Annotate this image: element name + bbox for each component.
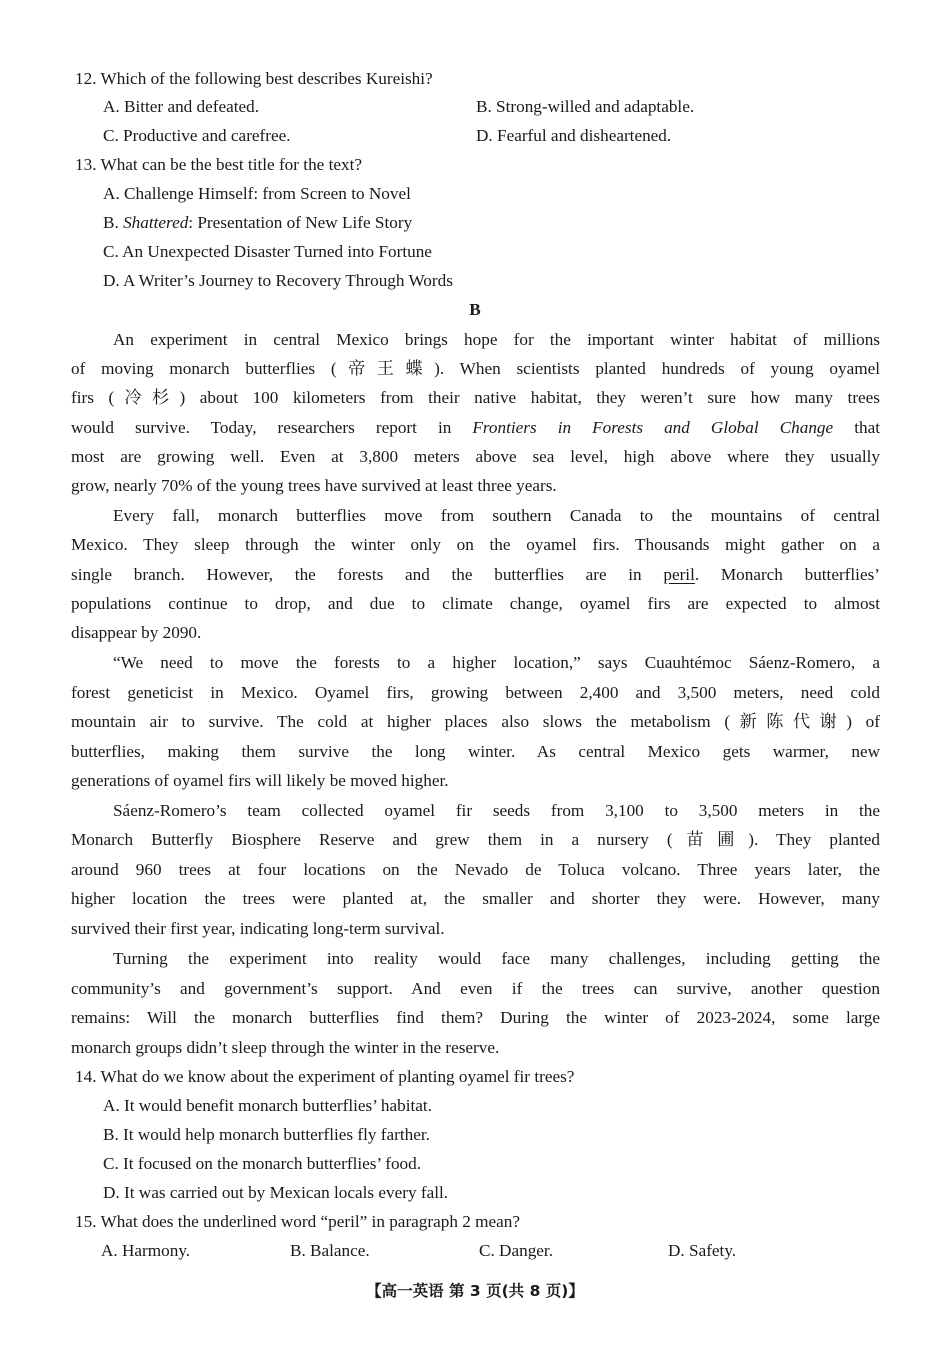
page-footer: 【高一英语 第 3 页(共 8 页)】 [366,1282,584,1300]
underlined-word-peril: peril [663,565,695,584]
q13-option-b-italic: Shattered [123,213,189,232]
p3-line1: “We need to move the forests to a higher location,” says Cuauhtémoc Sáenz-Romero, a [113,653,880,672]
p5-line2: community’s and government’s support. And even if the trees can survive, another question [71,979,880,998]
q15-option-b: B. Balance. [290,1241,370,1260]
q15-options [101,1241,857,1261]
q12-option-d: D. Fearful and disheartened. [476,126,672,145]
p2-line3-a: single branch. However, the forests and the butterflies are in [71,565,664,584]
p1-line4-b: that [833,418,880,437]
q13-stem: 13. What can be the best title for the text? [75,155,362,174]
journal-title: Frontiers in Forests and Global Change [472,418,834,437]
q15-option-d: D. Safety. [668,1241,737,1260]
q14-stem: 14. What do we know about the experiment of planting oyamel fir trees? [75,1067,575,1086]
q15-stem: 15. What does the underlined word “peril” in paragraph 2 mean? [75,1212,520,1231]
q12-option-a: A. Bitter and defeated. [103,97,260,116]
q12-option-c: C. Productive and carefree. [103,126,291,145]
p4-line4: higher location the trees were planted at, the smaller and shorter they were. However, many [71,889,880,908]
q12-stem: 12. Which of the following best describes Kureishi? [75,69,433,88]
p5-line4: monarch groups didn’t sleep through the winter in the reserve. [71,1038,500,1057]
q14-option-c: C. It focused on the monarch butterflies’ food. [103,1154,422,1173]
p1-line5: most are growing well. Even at 3,800 meters above sea level, high above where they usually [71,447,880,466]
p5-line3: remains: Will the monarch butterflies find them? During the winter of 2023-2024, some large [71,1008,880,1027]
q15-option-c: C. Danger. [479,1241,553,1260]
q15-option-a: A. Harmony. [101,1241,191,1260]
p5-line1: Turning the experiment into reality would face many challenges, including getting the [113,949,880,968]
p1-line3: firs (冷杉) about 100 kilometers from their native habitat, they weren’t sure how many trees [71,388,880,407]
q12-options-row2 [103,126,671,146]
p4-line3: around 960 trees at four locations on the Nevado de Toluca volcano. Three years later, the [71,860,880,879]
p1-line4-a: would survive. Today, researchers report in [71,418,473,437]
q13-option-b [103,213,412,233]
q12-options-row1 [103,97,694,117]
q13-option-b-prefix: B. [103,213,124,232]
q13-option-a: A. Challenge Himself: from Screen to Novel [103,184,411,203]
q14-option-a: A. It would benefit monarch butterflies’ habitat. [103,1096,433,1115]
section-heading: B [469,300,481,319]
q13-option-c: C. An Unexpected Disaster Turned into Fortune [103,242,432,261]
q13-option-d: D. A Writer’s Journey to Recovery Through Words [103,271,453,290]
p1-line1: An experiment in central Mexico brings hope for the important winter habitat of millions [113,330,880,349]
p2-line5: disappear by 2090. [71,623,202,642]
p3-line2: forest geneticist in Mexico. Oyamel firs, growing between 2,400 and 3,500 meters, need cold [71,683,880,702]
p4-line5: survived their first year, indicating long-term survival. [71,919,445,938]
p3-line5: generations of oyamel firs will likely be moved higher. [71,771,449,790]
p2-line3-b: . Monarch butterflies’ [694,565,880,584]
p1-line6: grow, nearly 70% of the young trees have survived at least three years. [71,476,557,495]
q13-option-b-rest: : Presentation of New Life Story [188,213,413,232]
q14-option-b: B. It would help monarch butterflies fly farther. [103,1125,430,1144]
p2-line2: Mexico. They sleep through the winter only on the oyamel firs. Thousands might gather on a [71,535,880,554]
p2-line3 [71,565,880,585]
q14-option-d: D. It was carried out by Mexican locals every fall. [103,1183,449,1202]
p2-line1: Every fall, monarch butterflies move from southern Canada to the mountains of central [113,506,880,525]
p4-line2: Monarch Butterfly Biosphere Reserve and grew them in a nursery (苗圃). They planted [71,830,880,849]
q12-option-b: B. Strong-willed and adaptable. [476,97,695,116]
p2-line4: populations continue to drop, and due to climate change, oyamel firs are expected to almost [71,594,880,613]
p1-line2: of moving monarch butterflies (帝王蝶). When scientists planted hundreds of young oyamel [71,359,880,378]
p3-line3: mountain air to survive. The cold at higher places also slows the metabolism (新陈代谢) of [71,712,880,731]
p4-line1: Sáenz-Romero’s team collected oyamel fir seeds from 3,100 to 3,500 meters in the [113,801,880,820]
p1-line4 [71,418,880,438]
p3-line4: butterflies, making them survive the long winter. As central Mexico gets warmer, new [71,742,880,761]
